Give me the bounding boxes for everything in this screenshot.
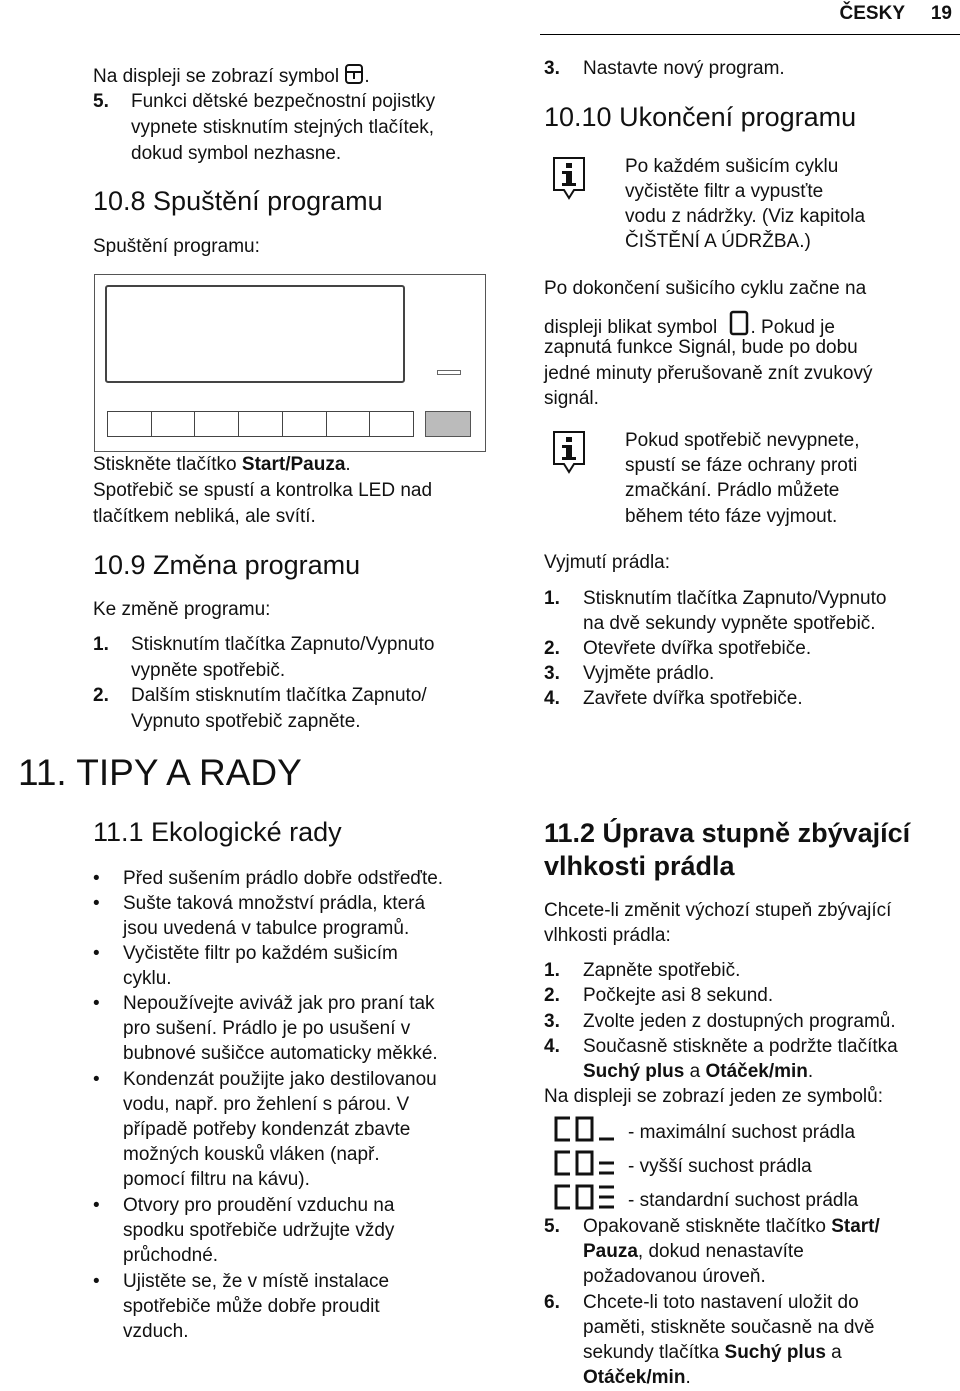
option-buttons [107,411,414,437]
section-title-11-1: 11.1 Ekologické rady [93,817,342,847]
section-intro: Na displeji se zobrazí jeden ze symbolů: [544,1086,884,1107]
section-title-11-2-cont: vlhkosti prádla [544,851,735,881]
step-text: Otevřete dvířka spotřebiče. [583,638,812,659]
info-text: zmačkání. Prádlo můžete [625,480,840,501]
step-number: 1. [544,588,560,609]
bullet-item-cont: pro sušení. Prádlo je po usušení v [123,1018,411,1039]
instruction-line: Spotřebič se spustí a kontrolka LED nad [93,480,433,501]
bullet-item-cont: vodu, např. pro žehlení s párou. V [123,1094,410,1115]
step-number: 3. [544,663,560,684]
step-text: Současně stiskněte a podržte tlačítka [583,1036,898,1057]
bullet-item: • Otvory pro proudění vzduchu na [123,1193,394,1219]
step-number: 5. [544,1216,560,1237]
bullet-item-cont: cyklu. [123,968,172,989]
end-symbol-icon [728,310,750,336]
step-text: Otáček/min. [583,1367,691,1388]
step-number: 1. [93,634,109,655]
bullet-item: • Ujistěte se, že v místě instalace [123,1269,389,1295]
header-rule [540,34,960,35]
bullet-item-cont: průchodné. [123,1245,219,1266]
bullet-item: • Kondenzát použijte jako destilovanou [123,1067,437,1093]
section-intro: Chcete-li změnit výchozí stupeň zbývající [544,900,892,921]
header-language: ČESKY [839,3,905,24]
step-number: 2. [93,685,109,706]
step-text: vypněte spotřebič. [131,660,286,681]
info-icon [552,430,586,474]
step-text: Vyjměte prádlo. [583,663,715,684]
step-text: Dalším stisknutím tlačítka Zapnuto/ [131,685,427,706]
display-screen [105,285,405,383]
step-number: 2. [544,985,560,1006]
step-text: Zapněte spotřebič. [583,960,741,981]
bullet-item: • Sušte taková množství prádla, která [123,891,425,917]
paragraph-line: zapnutá funkce Signál, bude po dobu [544,337,858,358]
bullet-item: • Před sušením prádlo dobře odstřeďte. [123,866,443,892]
section-title-11-2: 11.2 Úprava stupně zbývající [544,818,911,848]
bullet-item-cont: pomocí filtru na kávu). [123,1169,310,1190]
step-text: Pauza, dokud nenastavíte [583,1241,804,1262]
symbol-description: - maximální suchost prádla [628,1122,856,1143]
step-text: Funkci dětské bezpečnostní pojistky [131,91,436,112]
section-title-10-10: 10.10 Ukončení programu [544,102,857,132]
standard-dryness-symbol-icon [552,1183,616,1211]
step-text: Opakovaně stiskněte tlačítko Start/ [583,1216,880,1237]
bullet-item-cont: možných kousků vláken (např. [123,1144,380,1165]
step-text: Nastavte nový program. [583,58,785,79]
info-text: vyčistěte filtr a vypusťte [625,181,824,202]
step-text: Stisknutím tlačítka Zapnuto/Vypnuto [583,588,887,609]
paragraph-line: signál. [544,388,599,409]
bullet-item-cont: bubnové sušičce automaticky měkké. [123,1043,438,1064]
step-number: 3. [544,58,560,79]
step-text: sekundy tlačítka Suchý plus a [583,1342,842,1363]
step-text: Zavřete dvířka spotřebiče. [583,688,803,709]
info-text: vodu z nádržky. (Viz kapitola [625,206,866,227]
step-number: 6. [544,1292,560,1313]
bullet-item-cont: spotřebiče může dobře proudit [123,1296,380,1317]
control-panel-illustration [94,274,486,452]
section-intro: Vyjmutí prádla: [544,552,671,573]
step-text: Počkejte asi 8 sekund. [583,985,774,1006]
step-number: 4. [544,688,560,709]
lock-icon [344,63,364,85]
section-intro: vlhkosti prádla: [544,925,671,946]
step-text: na dvě sekundy vypněte spotřebič. [583,613,876,634]
display-symbol-line: Na displeji se zobrazí symbol . [93,63,370,90]
max-dryness-symbol-icon [552,1115,616,1143]
step-text: Chcete-li toto nastavení uložit do [583,1292,859,1313]
info-text: Po každém sušicím cyklu [625,156,839,177]
info-icon [552,156,586,200]
section-title-10-9: 10.9 Změna programu [93,550,361,580]
step-text: vypnete stisknutím stejných tlačítek, [131,117,435,138]
step-text: požadovanou úroveň. [583,1266,766,1287]
step-number: 5. [93,91,109,112]
step-number: 2. [544,638,560,659]
page-number: 19 [930,3,952,24]
info-text: ČIŠTĚNÍ A ÚDRŽBA.) [625,231,811,252]
instruction-line: Stiskněte tlačítko Start/Pauza. [93,454,351,475]
step-text: dokud symbol nezhasne. [131,143,342,164]
higher-dryness-symbol-icon [552,1149,616,1177]
step-number: 1. [544,960,560,981]
paragraph-line: displeji blikat symbol . Pokud je [544,310,835,341]
step-text: Zvolte jeden z dostupných programů. [583,1011,896,1032]
step-number: 4. [544,1036,560,1057]
step-text: paměti, stiskněte současně na dvě [583,1317,875,1338]
section-title-10-8: 10.8 Spuštění programu [93,186,383,216]
symbol-description: - standardní suchost prádla [628,1190,859,1211]
section-intro: Ke změně programu: [93,599,271,620]
start-pause-button-illustration [425,411,471,437]
paragraph-line: Po dokončení sušicího cyklu začne na [544,278,867,299]
bullet-item-cont: jsou uvedená v tabulce programů. [123,918,410,939]
bullet-item: • Nepoužívejte aviváž jak pro praní tak [123,991,435,1017]
symbol-description: - vyšší suchost prádla [628,1156,812,1177]
chapter-title-11: 11. TIPY A RADY [18,752,302,793]
step-text: Vypnuto spotřebič zapněte. [131,711,361,732]
bullet-item: • Vyčistěte filtr po každém sušicím [123,941,398,967]
bullet-item-cont: případě potřeby kondenzát zbavte [123,1119,411,1140]
info-text: Pokud spotřebič nevypnete, [625,430,860,451]
instruction-line: tlačítkem nebliká, ale svítí. [93,506,316,527]
step-number: 3. [544,1011,560,1032]
led-indicator [437,370,461,375]
section-intro: Spuštění programu: [93,236,260,257]
step-text: Stisknutím tlačítka Zapnuto/Vypnuto [131,634,435,655]
bullet-item-cont: spodku spotřebiče udržujte vždy [123,1220,395,1241]
info-text: během této fáze vyjmout. [625,506,838,527]
paragraph-line: jedné minuty přerušovaně znít zvukový [544,363,873,384]
bullet-item-cont: vzduch. [123,1321,189,1342]
info-text: spustí se fáze ochrany proti [625,455,858,476]
step-text: Suchý plus a Otáček/min. [583,1061,814,1082]
